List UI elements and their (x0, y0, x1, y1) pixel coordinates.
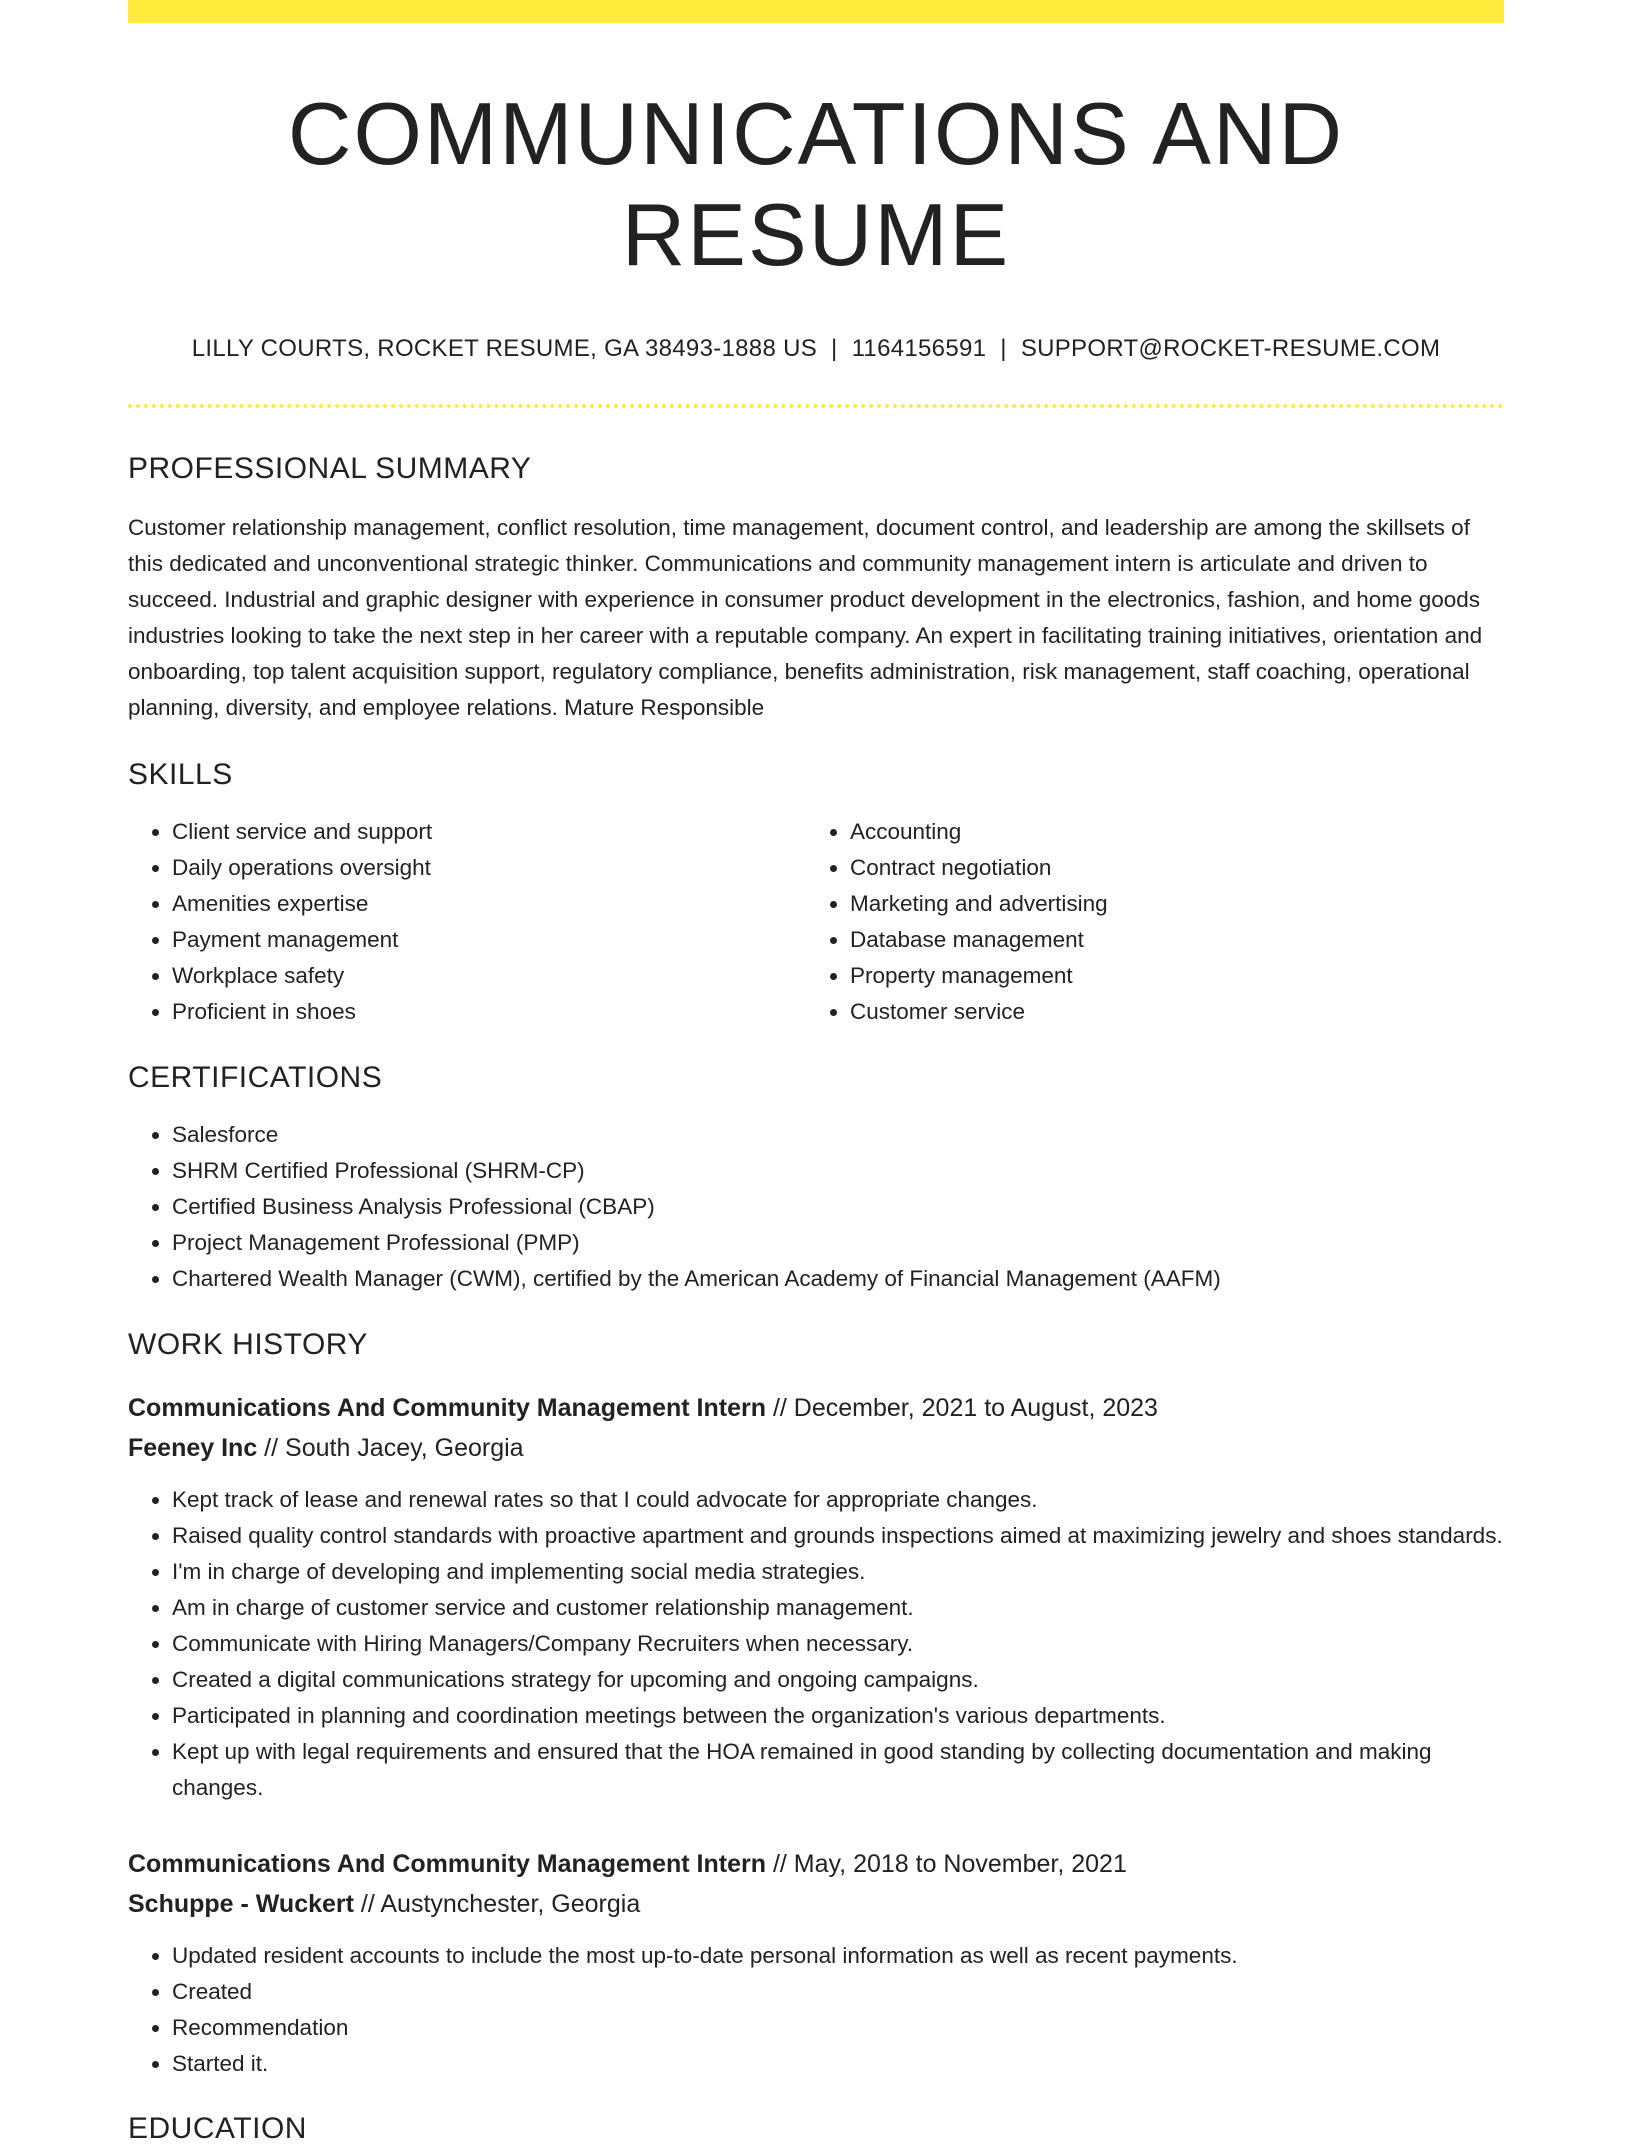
job-bullet: • Kept up with legal requirements and ensured that the HOA remained in good standing by collecting documentation and making changes. (172, 1734, 1504, 1806)
skill-item: • Proficient in shoes (172, 994, 806, 1030)
work-history-heading: WORK HISTORY (128, 1328, 368, 1362)
job-bullet: • Am in charge of customer service and customer relationship management. (172, 1590, 1504, 1626)
summary-text: Customer relationship management, conflict resolution, time management, document control, and leadership are among the skillsets of this dedicated and unconventional strategic thinker. Communications and community management intern is articulate and driven to succeed. Industrial and graphic designer with experience in consumer product development in the electronics, fashion, and home goods industries looking to take the next step in her career with a reputable company. An expert in facilitating training initiatives, orientation and onboarding, top talent acquisition support, regulatory compliance, benefits administration, risk management, staff coaching, operational planning, diversity, and employee relations. Mature Responsible (128, 515, 1483, 721)
skills-list-right (806, 814, 1484, 1030)
skill-item: • Customer service (850, 994, 1484, 1030)
skill-item: • Amenities expertise (172, 886, 806, 922)
job-bullet: • Created a digital communications strategy for upcoming and ongoing campaigns. (172, 1662, 1504, 1698)
education-heading: EDUCATION (128, 2112, 307, 2146)
skills-heading: SKILLS (128, 758, 233, 792)
certification-item: • Chartered Wealth Manager (CWM), certified by the American Academy of Financial Management (AAFM) (172, 1261, 1504, 1297)
dotted-divider (128, 404, 1504, 408)
skill-item: • Accounting (850, 814, 1484, 850)
job-company-line (128, 1428, 1504, 1468)
skill-item: • Database management (850, 922, 1484, 958)
job-dates: // December, 2021 to August, 2023 (766, 1394, 1158, 1423)
job-bullet: • Started it. (172, 2046, 1504, 2082)
summary-heading: PROFESSIONAL SUMMARY (128, 452, 532, 486)
job-bullet: • Updated resident accounts to include the most up-to-date personal information as well as recent payments. (172, 1938, 1504, 1974)
job-bullet-list (128, 1938, 1504, 2082)
skills-column-left (128, 814, 806, 1030)
job-bullet: • Created (172, 1974, 1504, 2010)
certification-item: • SHRM Certified Professional (SHRM-CP) (172, 1153, 1504, 1189)
job-bullet: • Participated in planning and coordination meetings between the organization's various departments. (172, 1698, 1504, 1734)
job-company: Feeney Inc (128, 1434, 258, 1463)
skill-item: • Property management (850, 958, 1484, 994)
resume-title: COMMUNICATIONS AND RESUME (287, 84, 1345, 285)
skill-item: • Marketing and advertising (850, 886, 1484, 922)
contact-separator: | (831, 335, 838, 363)
job-entry (128, 1844, 1504, 2082)
skill-item: • Daily operations oversight (172, 850, 806, 886)
summary-section (128, 452, 1504, 726)
education-section (128, 2112, 1504, 2146)
certification-item: • Certified Business Analysis Professional (CBAP) (172, 1189, 1504, 1225)
contact-line (128, 335, 1504, 363)
job-bullet: • Recommendation (172, 2010, 1504, 2046)
job-location: // Austynchester, Georgia (353, 1890, 641, 1919)
job-title-line (128, 1388, 1504, 1428)
job-dates: // May, 2018 to November, 2021 (766, 1850, 1127, 1879)
skill-item: • Client service and support (172, 814, 806, 850)
job-title-line (128, 1844, 1504, 1884)
certifications-list (128, 1117, 1504, 1297)
contact-email: SUPPORT@ROCKET-RESUME.COM (1020, 335, 1441, 363)
skill-item: • Workplace safety (172, 958, 806, 994)
job-bullet: • Communicate with Hiring Managers/Company Recruiters when necessary. (172, 1626, 1504, 1662)
contact-address: LILLY COURTS, ROCKET RESUME, GA 38493-1888 US (191, 335, 818, 363)
skills-section (128, 758, 1504, 1030)
job-title: Communications And Community Management Intern (128, 1394, 767, 1423)
certification-item: • Salesforce (172, 1117, 1504, 1153)
job-entry (128, 1388, 1504, 1806)
job-bullet: • I'm in charge of developing and implementing social media strategies. (172, 1554, 1504, 1590)
certifications-heading: CERTIFICATIONS (128, 1061, 383, 1095)
job-company: Schuppe - Wuckert (128, 1890, 354, 1919)
job-bullet: • Kept track of lease and renewal rates so that I could advocate for appropriate changes. (172, 1482, 1504, 1518)
job-location: // South Jacey, Georgia (257, 1434, 524, 1463)
resume-page (128, 0, 1504, 2146)
job-title: Communications And Community Management Intern (128, 1850, 767, 1879)
skills-grid (128, 814, 1504, 1030)
contact-separator: | (1000, 335, 1007, 363)
certification-item: • Project Management Professional (PMP) (172, 1225, 1504, 1261)
certifications-section (128, 1061, 1504, 1297)
accent-bar (128, 0, 1504, 23)
work-history-section (128, 1328, 1504, 2082)
skills-list-left (128, 814, 806, 1030)
job-bullet: • Raised quality control standards with proactive apartment and grounds inspections aimed at maximizing jewelry and shoes standards. (172, 1518, 1504, 1554)
contact-phone: 1164156591 (851, 335, 987, 363)
job-bullet-list (128, 1482, 1504, 1806)
job-company-line (128, 1884, 1504, 1924)
skills-column-right (806, 814, 1484, 1030)
skill-item: • Payment management (172, 922, 806, 958)
skill-item: • Contract negotiation (850, 850, 1484, 886)
